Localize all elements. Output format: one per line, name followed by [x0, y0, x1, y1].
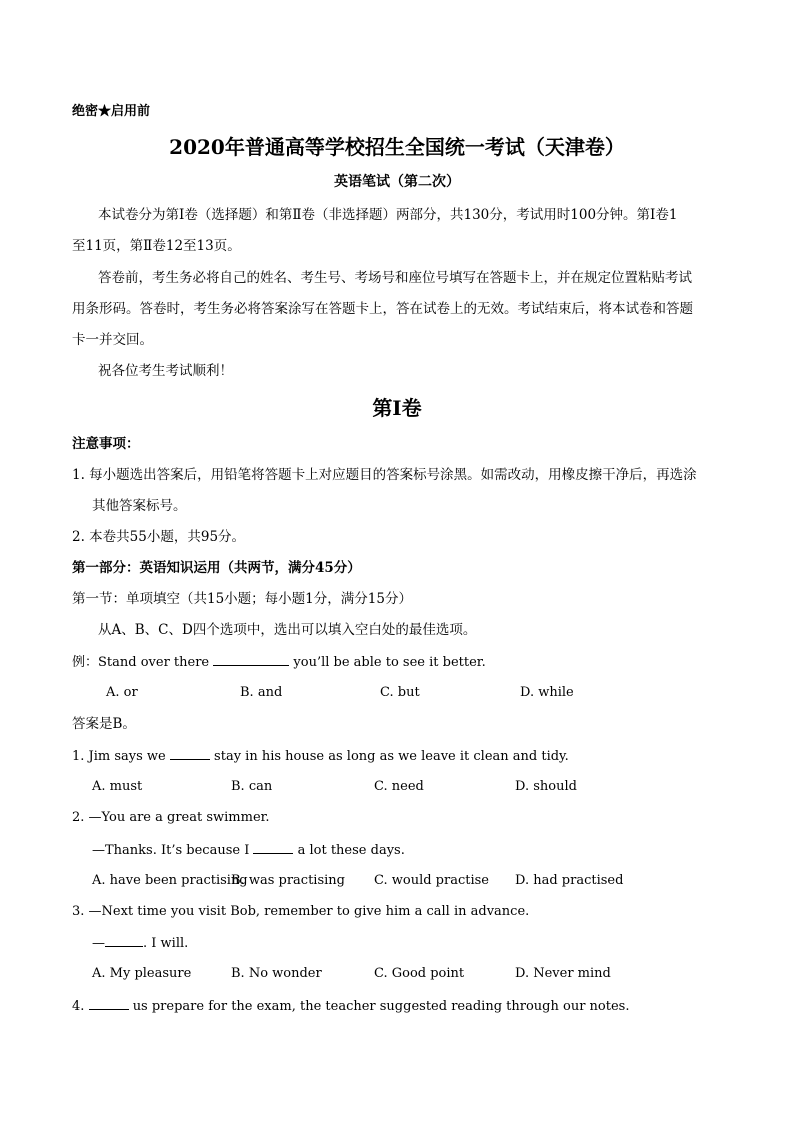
question-3-pre: — — [92, 936, 105, 951]
question-2-line1: 2. —You are a great swimmer. — [72, 810, 270, 825]
answer-blank — [89, 996, 129, 1010]
intro-p3: 祝各位考生考试顺利！ — [98, 363, 233, 379]
answer-blank — [213, 652, 289, 666]
instructions: 从A、B、C、D四个选项中，选出可以填入空白处的最佳选项。 — [98, 622, 477, 638]
question-2-post: a lot these days. — [297, 843, 405, 858]
intro-p2-line2: 用条形码。答卷时，考生务必将答案涂写在答题卡上，答在试卷上的无效。考试结束后，将本试卷和答题 — [72, 301, 693, 317]
question-3-line2 — [92, 933, 188, 954]
example-prefix: 例：Stand over there — [72, 655, 210, 670]
answer-blank — [170, 746, 210, 760]
q2-option-c: C. would practise — [374, 873, 490, 888]
question-2-line2 — [92, 840, 405, 861]
q1-option-c: C. need — [374, 779, 424, 794]
notes-title: 注意事项： — [72, 436, 140, 452]
example-option-c: C. but — [380, 685, 420, 700]
exam-subtitle: 英语笔试（第二次） — [334, 174, 460, 190]
question-1 — [72, 746, 569, 767]
q2-option-b: B. was practising — [231, 873, 345, 888]
confidential-label: 绝密★启用前 — [72, 104, 151, 119]
part-one-heading: 第一部分：英语知识运用（共两节，满分45分） — [72, 560, 361, 576]
q1-option-b: B. can — [231, 779, 273, 794]
q2-option-d: D. had practised — [515, 873, 624, 888]
note-1-line1: 1. 每小题选出答案后，用铅笔将答题卡上对应题目的答案标号涂黑。如需改动，用橡皮擦干净后，再选涂 — [72, 467, 697, 483]
question-4-post: us prepare for the exam, the teacher suggested reading through our notes. — [132, 999, 630, 1014]
question-4 — [72, 996, 629, 1017]
q1-option-d: D. should — [515, 779, 577, 794]
question-4-pre: 4. — [72, 999, 85, 1014]
example-suffix: you’ll be able to see it better. — [293, 655, 486, 670]
q2-option-a: A. have been practising — [92, 873, 248, 888]
q3-option-a: A. My pleasure — [92, 966, 192, 981]
q3-option-d: D. Never mind — [515, 966, 611, 981]
intro-p2-line3: 卡一并交回。 — [72, 332, 153, 348]
note-1-line2: 其他答案标号。 — [92, 498, 187, 514]
q3-option-b: B. No wonder — [231, 966, 322, 981]
exam-title: 2020年普通高等学校招生全国统一考试（天津卷） — [169, 135, 625, 159]
q1-option-a: A. must — [92, 779, 143, 794]
example-option-b: B. and — [240, 685, 283, 700]
note-2: 2. 本卷共55小题，共95分。 — [72, 529, 246, 545]
question-3-post: . I will. — [143, 936, 189, 951]
section-heading: 第Ⅰ卷 — [372, 396, 422, 420]
question-2-pre: —Thanks. It’s because I — [92, 843, 250, 858]
example-question — [72, 652, 486, 673]
intro-p1-line2: 至11页，第Ⅱ卷12至13页。 — [72, 238, 241, 254]
example-option-a: A. or — [106, 685, 138, 700]
intro-p1-line1: 本试卷分为第Ⅰ卷（选择题）和第Ⅱ卷（非选择题）两部分，共130分，考试用时100分钟。第Ⅰ卷1 — [98, 207, 678, 223]
question-1-pre: 1. Jim says we — [72, 749, 166, 764]
answer-blank — [105, 933, 143, 947]
question-3-line1: 3. —Next time you visit Bob, remember to give him a call in advance. — [72, 904, 530, 919]
q3-option-c: C. Good point — [374, 966, 465, 981]
question-1-post: stay in his house as long as we leave it clean and tidy. — [214, 749, 569, 764]
answer-blank — [253, 840, 293, 854]
section-one-heading: 第一节：单项填空（共15小题；每小题1分，满分15分） — [72, 591, 412, 607]
example-answer: 答案是B。 — [72, 716, 136, 732]
intro-p2-line1: 答卷前，考生务必将自己的姓名、考生号、考场号和座位号填写在答题卡上，并在规定位置粘贴考试 — [98, 270, 692, 286]
example-option-d: D. while — [520, 685, 574, 700]
